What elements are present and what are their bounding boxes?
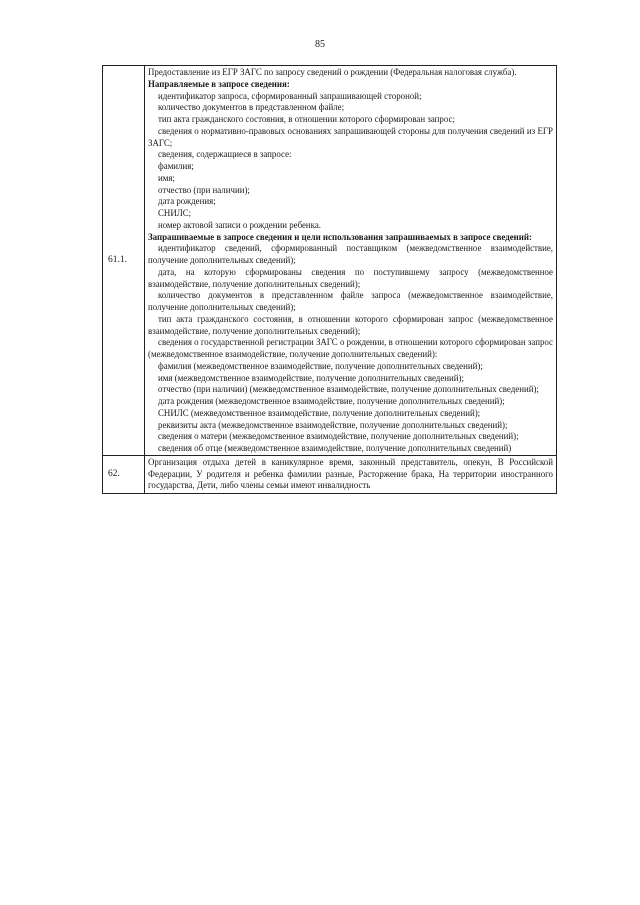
content-line: СНИЛС (межведомственное взаимодействие, получение дополнительных сведений); [158, 407, 481, 418]
content-line: дата рождения; [158, 196, 216, 207]
content-line: сведения о нормативно-правовых основаниях запрашивающей стороны для получения сведений из ЕГР ЗАГС; [148, 125, 553, 148]
content-line: Предоставление из ЕГР ЗАГС по запросу сведений о рождении (Федеральная налоговая служба). [148, 67, 517, 77]
row-content [145, 455, 557, 493]
section-heading: Запрашиваемые в запросе сведения и цели использования запрашиваемых в запросе сведений: [148, 231, 532, 242]
content-line: идентификатор запроса, сформированный запрашивающей стороной; [158, 90, 422, 101]
content-line: тип акта гражданского состояния, в отношении которого сформирован запрос; [158, 114, 455, 124]
content-line: имя; [158, 172, 175, 183]
content-line: тип акта гражданского состояния, в отношении которого сформирован запрос (межведомственное взаимодействие, получение дополнительных сведений); [148, 313, 553, 336]
table-body [103, 66, 557, 494]
content-line: сведения, содержащиеся в запросе: [158, 149, 292, 160]
section-heading: Направляемые в запросе сведения: [148, 78, 290, 89]
content-line: сведения о матери (межведомственное взаимодействие, получение дополнительных сведений); [158, 431, 519, 442]
content-line: количество документов в представленном файле; [158, 102, 345, 113]
row-number: 62. [103, 455, 145, 493]
content-line: СНИЛС; [158, 208, 192, 218]
content-line: отчество (при наличии) (межведомственное взаимодействие, получение дополнительных сведений); [158, 384, 539, 395]
page-number: 85 [315, 39, 325, 50]
content-line: Организация отдыха детей в каникулярное время, законный представитель, опекун, В Российской Федерации, У родителя и ребенка фамилии разные, Расторжение брака, На территории иностранного государства, Дети, либо члены семьи имеют инвалидность [148, 456, 553, 491]
content-line: отчество (при наличии); [158, 184, 250, 195]
content-line: имя (межведомственное взаимодействие, получение дополнительных сведений); [158, 372, 464, 383]
table-row [103, 66, 557, 456]
content-line: номер актовой записи о рождении ребенка. [158, 219, 321, 230]
document-table [102, 65, 557, 494]
content-line: фамилия; [158, 161, 194, 171]
content-line: идентификатор сведений, сформированный поставщиком (межведомственное взаимодействие, получение дополнительных сведений); [148, 243, 553, 265]
content-line: дата рождения (межведомственное взаимодействие, получение дополнительных сведений); [158, 396, 505, 406]
content-line: реквизиты акта (межведомственное взаимодействие, получение дополнительных сведений); [158, 419, 508, 430]
content-line: фамилия (межведомственное взаимодействие, получение дополнительных сведений); [158, 360, 483, 371]
content-line: сведения о государственной регистрации ЗАГС о рождении, в отношении которого сформирован запрос (межведомственное взаимодействие, получение дополнительных сведений): [148, 337, 553, 359]
row-number: 61.1. [103, 66, 145, 456]
content-line: дата, на которую сформированы сведения по поступившему запросу (межведомственное взаимодействие, получение дополнительных сведений); [148, 266, 553, 289]
content-line: количество документов в представленном файле запроса (межведомственное взаимодействие, получение дополнительных сведений); [148, 290, 553, 312]
row-content [145, 66, 557, 456]
table-row [103, 455, 557, 493]
content-line: сведения об отце (межведомственное взаимодействие, получение дополнительных сведений) [158, 443, 512, 453]
